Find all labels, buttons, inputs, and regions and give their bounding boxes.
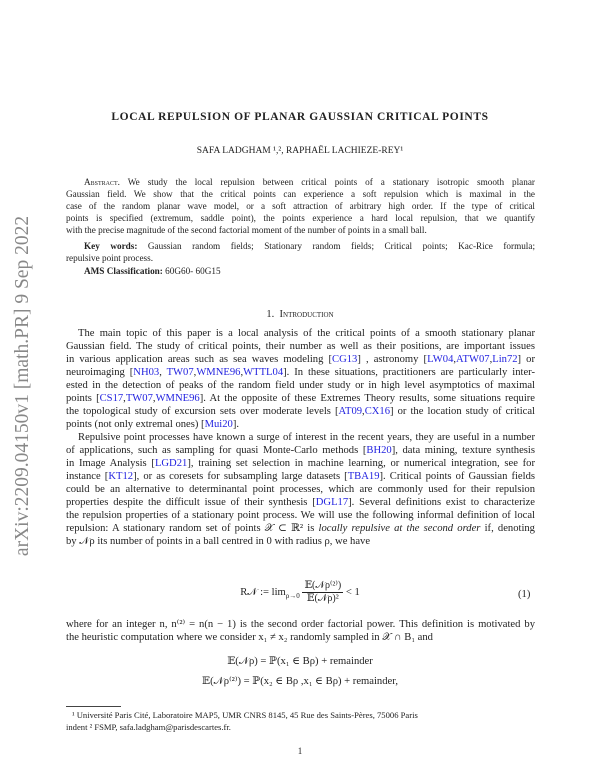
text-run: the heuristic computation where we consider x₁ ≠ x₂ randomly sampled in 𝒳 ∩ B₁ and [66, 632, 433, 643]
keywords [84, 240, 535, 252]
text-run: could be an alternative to determinantal point processes, which are commonly used for their repulsion [66, 484, 535, 495]
emphasis-text: locally repulsive at the second order [318, 523, 481, 534]
text-run: ]. Several definitions exist to characterize [348, 497, 535, 508]
text-line [66, 340, 535, 353]
text-run: ] or [517, 354, 536, 365]
text-run: in various application areas such as sea waves modeling [ [66, 354, 333, 365]
text-run: ] or the location study of critical [390, 406, 535, 417]
citation-link[interactable]: CS17 [99, 393, 124, 404]
text-run: if, denoting [480, 523, 535, 534]
citation-link[interactable]: LGD21 [154, 458, 188, 469]
text-run: , [489, 354, 493, 365]
text-run: ]. [232, 419, 240, 430]
text-run: the topological study of excursion sets over moderate levels [ [66, 406, 339, 417]
citation-link[interactable]: NH03 [133, 367, 160, 378]
eq1-lhs: R𝒩 := lim [240, 586, 286, 598]
text-line [66, 418, 535, 431]
text-run: , [159, 367, 167, 378]
text-run: by 𝒩ρ its number of points in a ball centred in 0 with radius ρ, we have [66, 536, 371, 547]
citation-link[interactable]: WMNE96 [196, 367, 241, 378]
footnote-2: indent ² FSMP, safa.ladgham@parisdescartes.fr. [66, 722, 231, 732]
text-line [66, 457, 535, 470]
authors: SAFA LADGHAM ¹,², RAPHAËL LACHIEZE-REY¹ [196, 146, 404, 156]
abstract-line: case of the random planar wave model, or a soft attraction of arbitrary high order. If the type of critical [66, 201, 535, 211]
text-run: where for an integer n, n⁽²⁾ = n(n − 1) is the second order factorial power. This definition is motivated by [66, 619, 535, 630]
abstract-line: points is specified (extremum, saddle point), the points experience a hard local repulsion, that we quantify [66, 213, 535, 223]
citation-link[interactable]: CG13 [332, 354, 358, 365]
abstract-text: We study the local repulsion between critical points of a stationary isotropic smooth planar [127, 177, 535, 187]
text-run: , [453, 354, 457, 365]
text-line [66, 618, 535, 631]
ams-label: AMS Classification: [84, 266, 163, 276]
text-line [66, 509, 535, 522]
text-line [66, 444, 535, 457]
eq1-numerator: 𝔼(𝒩ρ⁽²⁾) [304, 580, 342, 591]
footnote-1: ¹ Université Paris Cité, Laboratoire MAP5, UMR CNRS 8145, 45 Rue des Saints-Pères, 75006 Paris [72, 710, 418, 720]
eq1-denominator: 𝔼(𝒩ρ)² [306, 593, 339, 604]
section-title: Introduction [279, 309, 334, 320]
text-run: in Image Analysis [ [66, 458, 155, 469]
arxiv-stamp: arXiv:2209.04150v1 [math.PR] 9 Sep 2022 [12, 215, 33, 557]
text-run: ], training set selection in machine learning, or numerical integration, see for [187, 458, 535, 469]
citation-link[interactable]: BH20 [366, 445, 392, 456]
text-line [78, 327, 535, 340]
text-run: repulsion: A stationary random set of points 𝒳 ⊂ ℝ² is [66, 523, 319, 534]
citation-link[interactable]: Lin72 [492, 354, 518, 365]
citation-link[interactable]: CX16 [364, 406, 391, 417]
abstract-line: Gaussian field. We show that the critical points can experience a soft repulsion which is maximal in the [66, 189, 535, 199]
eq1-fraction [302, 580, 343, 605]
text-line [66, 522, 535, 535]
text-run: points (not only extremal ones) [ [66, 419, 205, 430]
text-line [66, 631, 535, 644]
citation-link[interactable]: KT12 [108, 471, 134, 482]
text-line [78, 431, 535, 444]
text-run: ], or as coresets for subsampling large datasets [ [133, 471, 348, 482]
text-run: ested in the detection of peaks of the random field under study or in high level asymptotics of maximal [66, 380, 535, 391]
text-run: ]. In these situations, practitioners are particularly inter- [283, 367, 535, 378]
text-run: , [123, 393, 126, 404]
citation-link[interactable]: TBA19 [347, 471, 380, 482]
text-run: instance [ [66, 471, 109, 482]
abstract-line: with the precise magnitude of the second factorial moment of the number of points in a small ball. [66, 225, 427, 235]
section-heading [0, 309, 600, 320]
text-run: Gaussian field. The study of critical points, their number as well as their positions, are important issues [66, 341, 535, 352]
text-run: The main topic of this paper is a local analysis of the critical points of a smooth stationary planar [78, 328, 535, 339]
citation-link[interactable]: WTTL04 [243, 367, 284, 378]
eq1-rhs: < 1 [345, 586, 360, 598]
text-line [66, 379, 535, 392]
section-number: 1. [266, 309, 275, 320]
equation-1 [0, 580, 600, 605]
paper-title: LOCAL REPULSION OF PLANAR GAUSSIAN CRITICAL POINTS [111, 111, 489, 123]
text-run: ] , astronomy [ [357, 354, 428, 365]
citation-link[interactable]: AT09 [338, 406, 363, 417]
text-run: , [193, 367, 197, 378]
text-run: ], data mining, texture synthesis [391, 445, 535, 456]
equation-2: 𝔼(𝒩ρ) = ℙ(x₁ ∈ Bρ) + remainder [227, 656, 373, 667]
text-line [66, 483, 535, 496]
text-run: Repulsive point processes have known a surge of interest in the recent years, they are useful in a number [78, 432, 535, 443]
abstract-line [84, 176, 535, 188]
footnote-rule [66, 706, 121, 707]
text-line [66, 535, 535, 548]
citation-link[interactable]: WMNE96 [155, 393, 200, 404]
text-line [66, 366, 535, 379]
text-line [66, 470, 535, 483]
citation-link[interactable]: TW07 [125, 393, 153, 404]
text-line [66, 496, 535, 509]
text-run: ]. Critical points of Gaussian fields [379, 471, 535, 482]
text-run: of applications, such as sampling for quasi Monte-Carlo methods [ [66, 445, 367, 456]
equation-number: (1) [518, 589, 531, 600]
text-line [66, 405, 535, 418]
text-run: ]. At the opposite of these Extremes Theory results, some situations require [199, 393, 535, 404]
text-run: neuroimaging [ [66, 367, 134, 378]
ams-classification [84, 265, 553, 277]
text-run: , [240, 367, 244, 378]
equation-3: 𝔼(𝒩ρ⁽²⁾) = ℙ(x₂ ∈ Bρ ,x₁ ∈ Bρ) + remainder, [202, 676, 398, 687]
eq1-limit-sub: ρ→0 [285, 592, 300, 601]
citation-link[interactable]: LW04 [427, 354, 454, 365]
text-run: properties despite the difficult issue of their synthesis [ [66, 497, 316, 508]
text-run: , [152, 393, 156, 404]
citation-link[interactable]: DGL17 [315, 497, 349, 508]
text-run: , [362, 406, 365, 417]
ams-value: 60G60- 60G15 [165, 266, 221, 276]
keywords-cont: repulsive point process. [66, 253, 154, 263]
citation-link[interactable]: TW07 [166, 367, 194, 378]
keywords-text: Gaussian random fields; Stationary random fields; Critical points; Kac-Rice formula; [147, 241, 535, 251]
text-line [66, 392, 535, 405]
text-run: the repulsion properties of a stationary point process. We will use the following informal definition of local [66, 510, 535, 521]
abstract-label: Abstract. [84, 177, 120, 187]
text-run: points [ [66, 393, 100, 404]
page-number: 1 [297, 746, 303, 756]
text-line [66, 353, 535, 366]
citation-link[interactable]: ATW07 [456, 354, 490, 365]
keywords-label: Key words: [84, 241, 138, 251]
citation-link[interactable]: Mui20 [204, 419, 233, 430]
